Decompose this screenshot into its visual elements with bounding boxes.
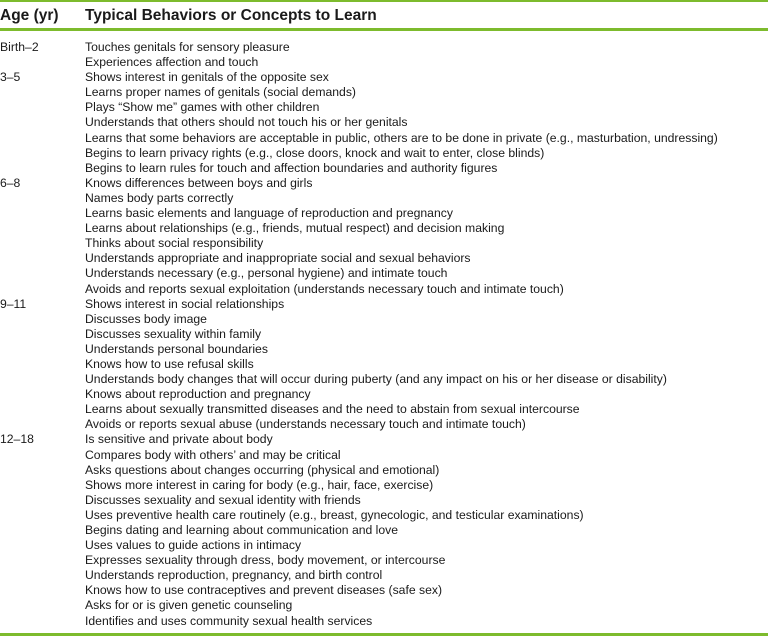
behavior-item: Understands necessary (e.g., personal hygiene) and intimate touch xyxy=(85,266,448,281)
age-group-6-8 xyxy=(0,176,768,297)
behavior-item: Uses preventive health care routinely (e.g., breast, gynecologic, and testicular examinations) xyxy=(85,507,584,522)
behavior-item: Learns that some behaviors are acceptable in public, others are to be done in private (e.g., masturbation, undressing) xyxy=(85,130,718,145)
behavior-item: Learns basic elements and language of reproduction and pregnancy xyxy=(85,206,453,221)
age-group-9-11 xyxy=(0,297,768,433)
behavior-item: Learns proper names of genitals (social demands) xyxy=(85,85,356,100)
behavior-item: Knows how to use refusal skills xyxy=(85,356,254,371)
behavior-item: Shows interest in social relationships xyxy=(85,296,285,311)
top-rule xyxy=(0,0,768,2)
behavior-item: Plays “Show me” games with other children xyxy=(85,100,320,115)
age-group-12-18 xyxy=(0,432,768,628)
behavior-item: Understands that others should not touch his or her genitals xyxy=(85,115,408,130)
behavior-item: Learns about sexually transmitted diseases and the need to abstain from sexual intercourse xyxy=(85,402,580,417)
behavior-item: Learns about relationships (e.g., friends, mutual respect) and decision making xyxy=(85,221,505,236)
behavior-item: Understands body changes that will occur during puberty (and any impact on his or her disease or disability) xyxy=(85,372,667,387)
behavior-item: Knows differences between boys and girls xyxy=(85,175,313,190)
behavior-item: Begins dating and learning about communication and love xyxy=(85,523,399,537)
behavior-item: Avoids or reports sexual abuse (understands necessary touch and intimate touch) xyxy=(85,417,526,432)
behavior-item: Compares body with others’ and may be critical xyxy=(85,447,341,462)
behaviors-column-header: Typical Behaviors or Concepts to Learn xyxy=(85,7,377,24)
behavior-item: Identifies and uses community sexual health services xyxy=(85,613,373,628)
behavior-item: Discusses sexuality and sexual identity with friends xyxy=(85,492,361,507)
behavior-item: Understands reproduction, pregnancy, and birth control xyxy=(85,568,383,583)
behavior-item: Begins to learn privacy rights (e.g., close doors, knock and wait to enter, close blinds) xyxy=(85,145,545,160)
age-group-3-5 xyxy=(0,70,768,176)
header-rule xyxy=(0,28,768,31)
behavior-item: Uses values to guide actions in intimacy xyxy=(85,538,302,553)
behavior-item: Asks for or is given genetic counseling xyxy=(85,598,293,613)
behavior-item: Shows more interest in caring for body (e.g., hair, face, exercise) xyxy=(85,477,434,492)
behavior-item: Asks questions about changes occurring (physical and emotional) xyxy=(85,462,440,477)
behavior-item: Discusses body image xyxy=(85,311,207,326)
bottom-rule xyxy=(0,633,768,636)
behavior-item: Discusses sexuality within family xyxy=(85,326,262,341)
age-column-header: Age (yr) xyxy=(0,7,59,24)
behavior-item: Avoids and reports sexual exploitation (understands necessary touch and intimate touch) xyxy=(85,281,564,296)
behavior-item: Understands personal boundaries xyxy=(85,341,268,356)
age-label: Birth–2 xyxy=(0,40,39,54)
behavior-item: Knows about reproduction and pregnancy xyxy=(85,387,311,402)
behavior-item: Names body parts correctly xyxy=(85,190,234,205)
behavior-item: Knows how to use contraceptives and prevent diseases (safe sex) xyxy=(85,583,443,598)
behavior-item: Shows interest in genitals of the opposite sex xyxy=(85,70,329,85)
table-header xyxy=(0,5,768,27)
age-group-birth-2 xyxy=(0,40,768,70)
age-label: 6–8 xyxy=(0,175,21,190)
age-label: 3–5 xyxy=(0,70,21,85)
behavior-item: Begins to learn rules for touch and affection boundaries and authority figures xyxy=(85,160,498,175)
behavior-item: Is sensitive and private about body xyxy=(85,432,273,447)
age-label: 9–11 xyxy=(0,296,27,311)
behavior-item: Touches genitals for sensory pleasure xyxy=(85,40,290,54)
age-label: 12–18 xyxy=(0,432,34,447)
behavior-item: Thinks about social responsibility xyxy=(85,236,264,251)
behavior-item: Experiences affection and touch xyxy=(85,55,259,70)
behavior-item: Understands appropriate and inappropriate social and sexual behaviors xyxy=(85,251,471,266)
table-body xyxy=(0,40,768,629)
behavior-item: Expresses sexuality through dress, body movement, or intercourse xyxy=(85,553,446,568)
